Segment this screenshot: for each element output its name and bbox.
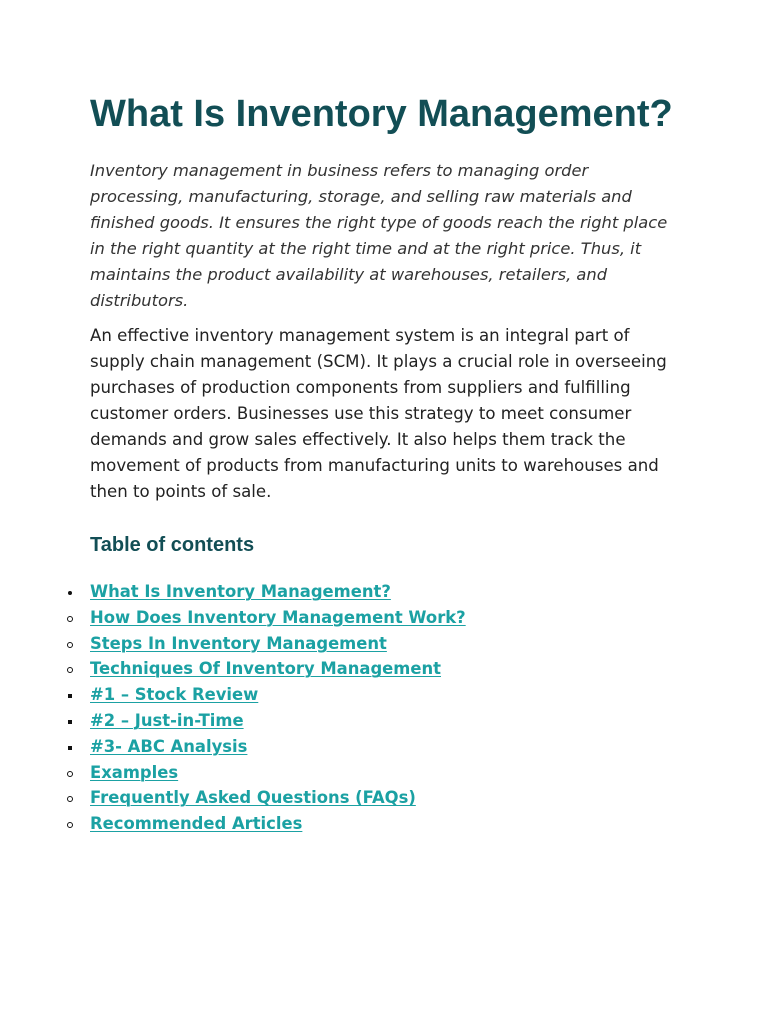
toc-link-how-does-inventory-management-work[interactable]: How Does Inventory Management Work? xyxy=(90,607,466,627)
toc-item-faqs xyxy=(90,785,678,811)
toc-item-what-is-inventory-management xyxy=(90,579,678,605)
table-of-contents xyxy=(90,579,678,837)
disc-bullet-icon xyxy=(66,579,76,605)
toc-item-how-does-inventory-management-work xyxy=(90,605,678,631)
square-bullet-icon xyxy=(66,734,76,760)
toc-heading: Table of contents xyxy=(90,534,255,556)
square-bullet-icon xyxy=(66,682,76,708)
circle-bullet-icon xyxy=(66,785,76,811)
toc-link-steps-in-inventory-management[interactable]: Steps In Inventory Management xyxy=(90,633,387,653)
circle-bullet-icon xyxy=(66,631,76,657)
circle-bullet-icon xyxy=(66,605,76,631)
toc-item-recommended-articles xyxy=(90,811,678,837)
toc-link-what-is-inventory-management[interactable]: What Is Inventory Management? xyxy=(90,582,391,601)
toc-link-techniques[interactable]: Techniques Of Inventory Management xyxy=(90,659,441,679)
intro-paragraph: Inventory management in business refers to managing order processing, manufacturing, storage, and selling raw materials and finished goods. It ensures the right type of goods reach the right place in the right quantity at the right time and at the right price. Thus, it maintains the product availability at warehouses, retailers, and distributors. xyxy=(90,161,668,310)
circle-bullet-icon xyxy=(66,760,76,786)
toc-link-stock-review[interactable]: #1 – Stock Review xyxy=(90,685,259,705)
toc-item-steps-in-inventory-management xyxy=(90,631,678,657)
circle-bullet-icon xyxy=(66,656,76,682)
body-paragraph: An effective inventory management system is an integral part of supply chain management (SCM). It plays a crucial role in overseeing purchases of production components from suppliers and fulfilling customer orders. Businesses use this strategy to meet consumer demands and grow sales effectively. It also helps them track the movement of products from manufacturing units to warehouses and then to points of sale. xyxy=(90,326,667,501)
toc-item-abc-analysis xyxy=(90,734,678,760)
toc-item-examples xyxy=(90,760,678,786)
toc-link-examples[interactable]: Examples xyxy=(90,762,179,782)
circle-bullet-icon xyxy=(66,811,76,837)
toc-item-just-in-time xyxy=(90,708,678,734)
toc-link-abc-analysis[interactable]: #3- ABC Analysis xyxy=(90,736,248,756)
toc-item-stock-review xyxy=(90,682,678,708)
toc-link-just-in-time[interactable]: #2 – Just-in-Time xyxy=(90,710,244,730)
square-bullet-icon xyxy=(66,708,76,734)
page-title: What Is Inventory Management? xyxy=(90,93,673,135)
toc-link-faqs[interactable]: Frequently Asked Questions (FAQs) xyxy=(90,788,416,808)
toc-item-techniques xyxy=(90,656,678,682)
toc-link-recommended-articles[interactable]: Recommended Articles xyxy=(90,814,303,834)
